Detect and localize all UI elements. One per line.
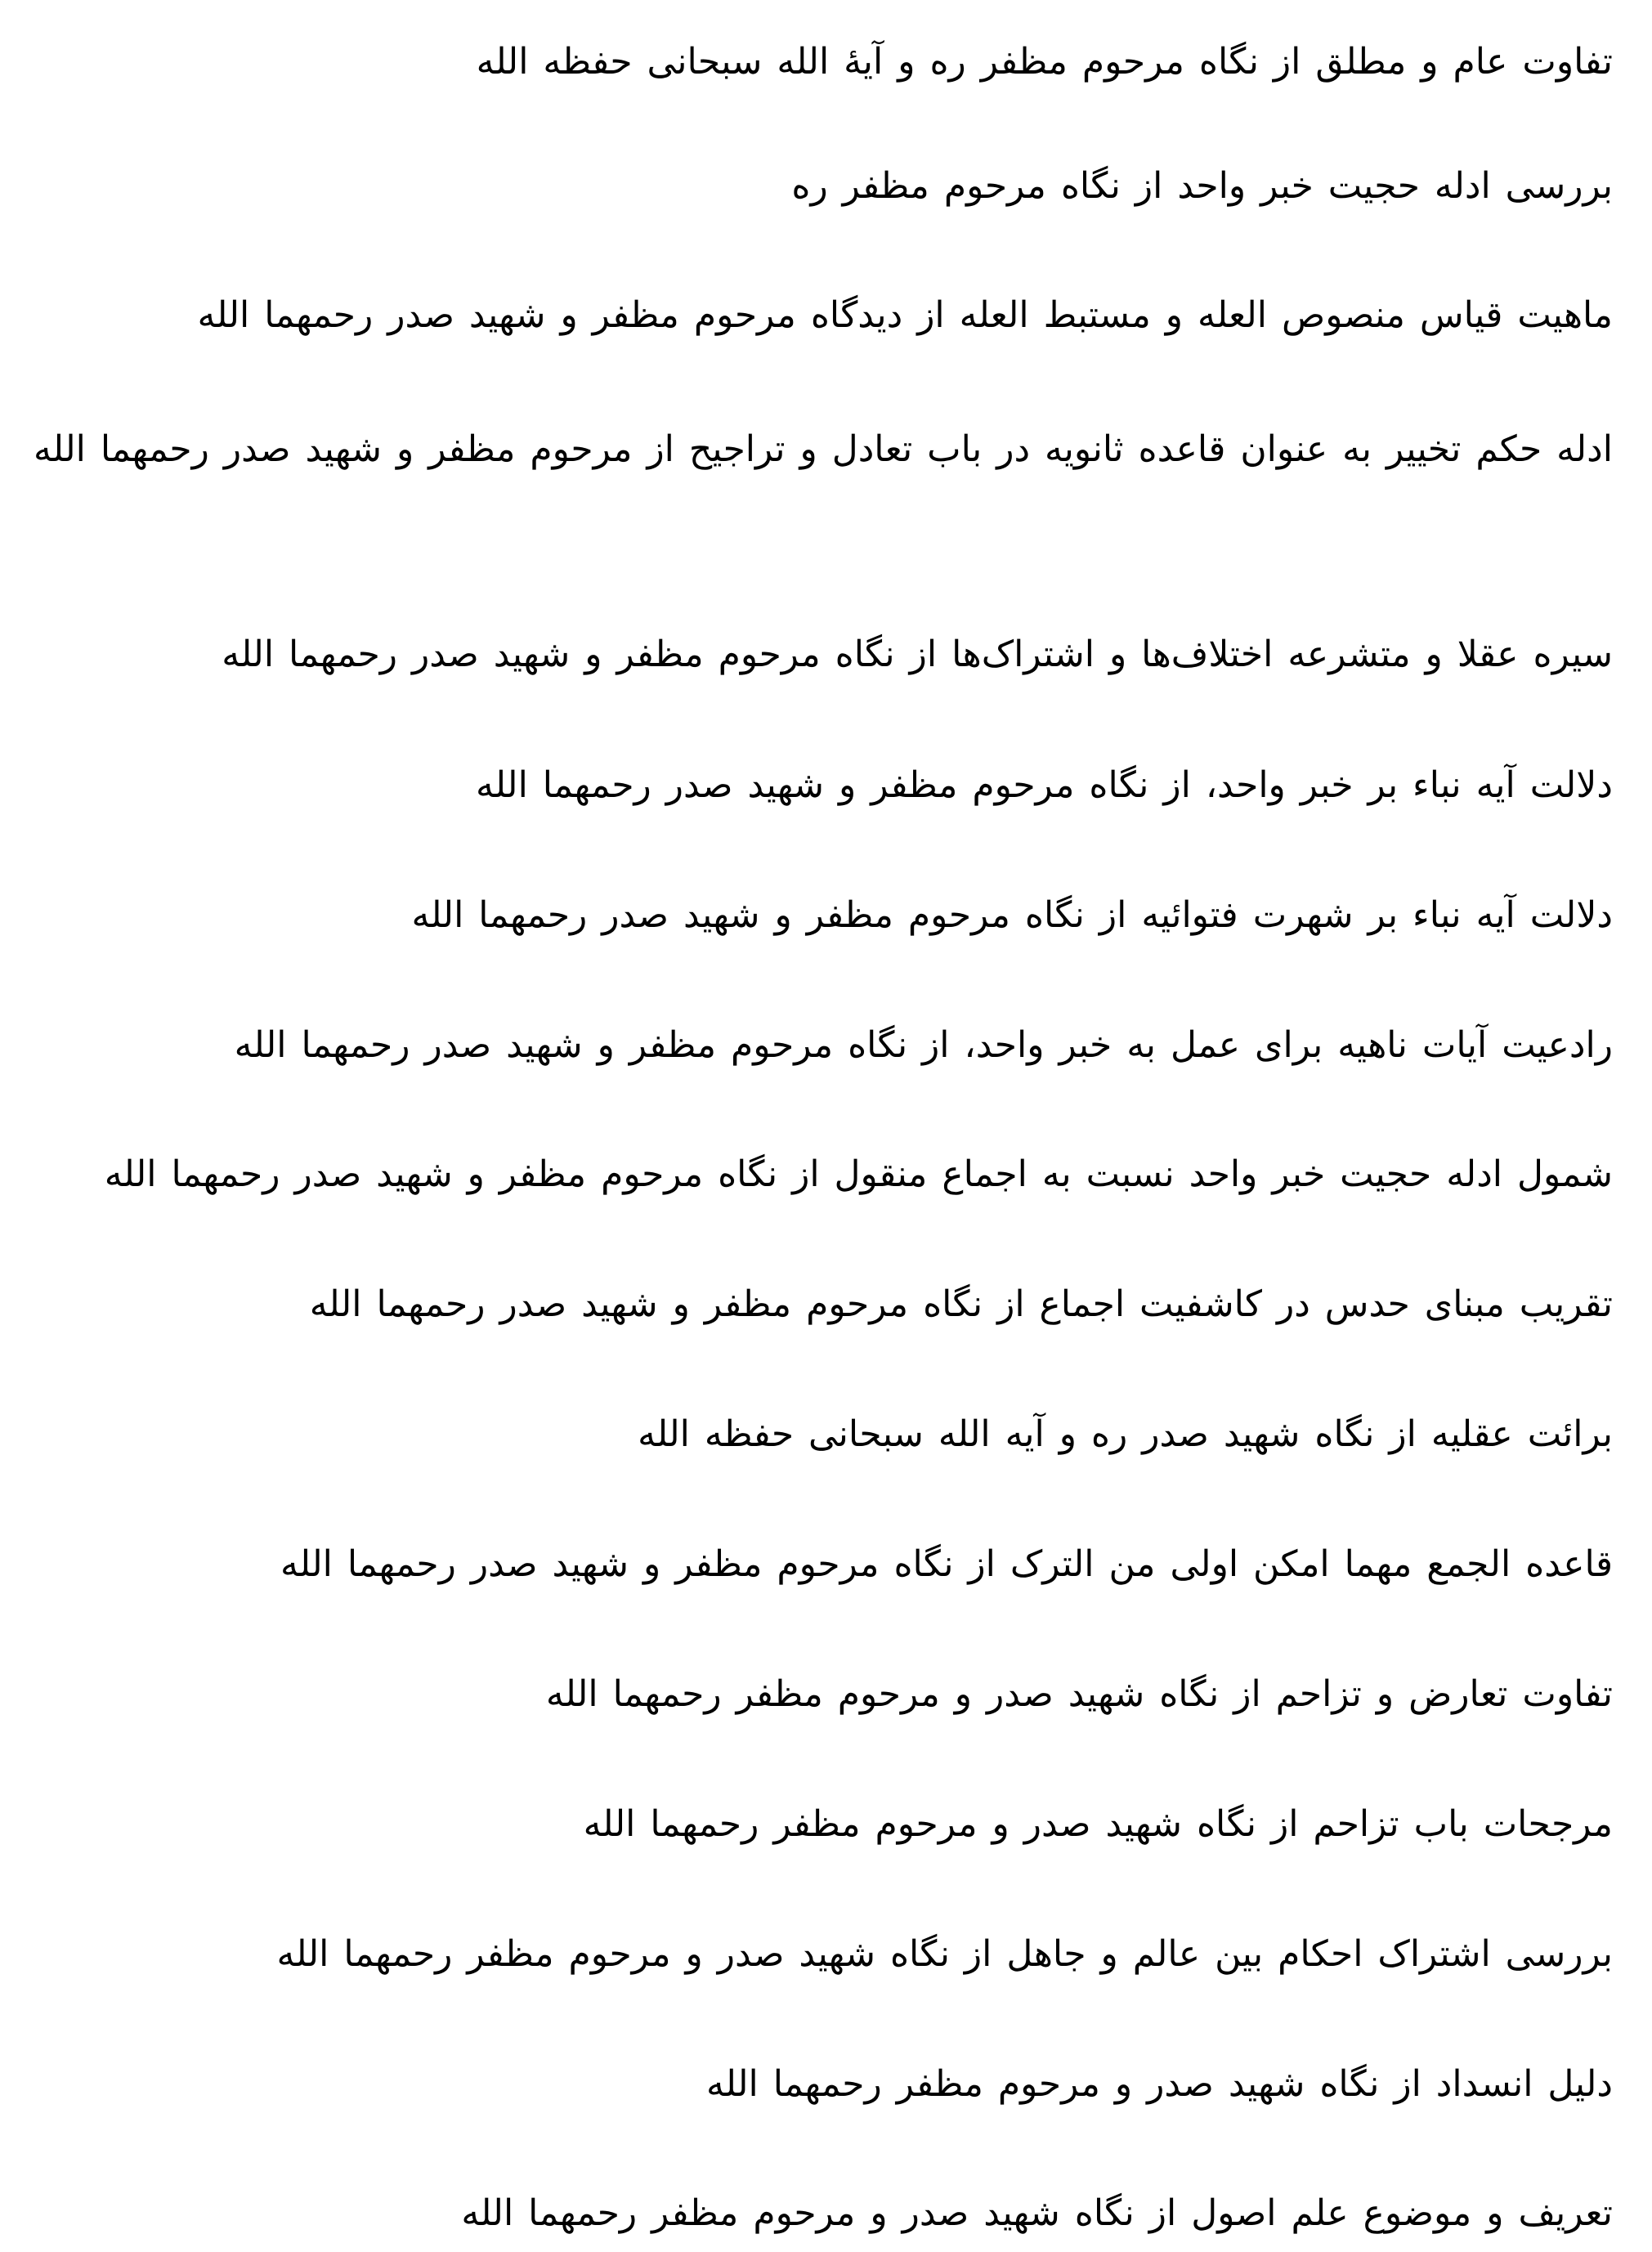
topic-list <box>23 0 1613 2234</box>
list-item: مرجحات باب تزاحم از نگاه شهید صدر و مرحوم مظفر رحمهما الله <box>583 1803 1613 1845</box>
list-item: رادعیت آیات ناهیه برای عمل به خبر واحد، از نگاه مرحوم مظفر و شهید صدر رحمهما الله <box>234 1024 1613 1066</box>
list-item: سیره عقلا و متشرعه اختلاف‌ها و اشتراک‌ها از نگاه مرحوم مظفر و شهید صدر رحمهما الله <box>222 634 1613 675</box>
list-item: ماهیت قیاس منصوص العله و مستبط العله از دیدگاه مرحوم مظفر و شهید صدر رحمهما الله <box>197 294 1613 336</box>
list-item: تفاوت عام و مطلق از نگاه مرحوم مظفر ره و آیۀ الله سبحانی حفظه الله <box>476 41 1613 83</box>
list-item: دلالت آیه نباء بر خبر واحد، از نگاه مرحوم مظفر و شهید صدر رحمهما الله <box>476 764 1613 806</box>
list-item: تفاوت تعارض و تزاحم از نگاه شهید صدر و مرحوم مظفر رحمهما الله <box>545 1673 1613 1715</box>
list-item: بررسی اشتراک احکام بین عالم و جاهل از نگاه شهید صدر و مرحوم مظفر رحمهما الله <box>276 1933 1613 1975</box>
list-item: دلیل انسداد از نگاه شهید صدر و مرحوم مظفر رحمهما الله <box>705 2063 1613 2105</box>
list-item: تقریب مبنای حدس در کاشفیت اجماع از نگاه مرحوم مظفر و شهید صدر رحمهما الله <box>309 1283 1613 1325</box>
list-item: قاعده الجمع مهما امکن اولی من الترک از نگاه مرحوم مظفر و شهید صدر رحمهما الله <box>280 1543 1613 1585</box>
list-item: تعریف و موضوع علم اصول از نگاه شهید صدر و مرحوم مظفر رحمهما الله <box>461 2192 1613 2234</box>
list-item: ادله حکم تخییر به عنوان قاعده ثانویه در باب تعادل و تراجیح از مرحوم مظفر و شهید صدر رحمهما الله <box>34 428 1613 470</box>
list-item: دلالت آیه نباء بر شهرت فتوائیه از نگاه مرحوم مظفر و شهید صدر رحمهما الله <box>411 894 1613 936</box>
list-item: بررسی ادله حجیت خبر واحد از نگاه مرحوم مظفر ره <box>791 165 1613 207</box>
list-item: برائت عقلیه از نگاه شهید صدر ره و آیه الله سبحانی حفظه الله <box>638 1413 1613 1455</box>
list-item: شمول ادله حجیت خبر واحد نسبت به اجماع منقول از نگاه مرحوم مظفر و شهید صدر رحمهما الله <box>104 1153 1613 1195</box>
